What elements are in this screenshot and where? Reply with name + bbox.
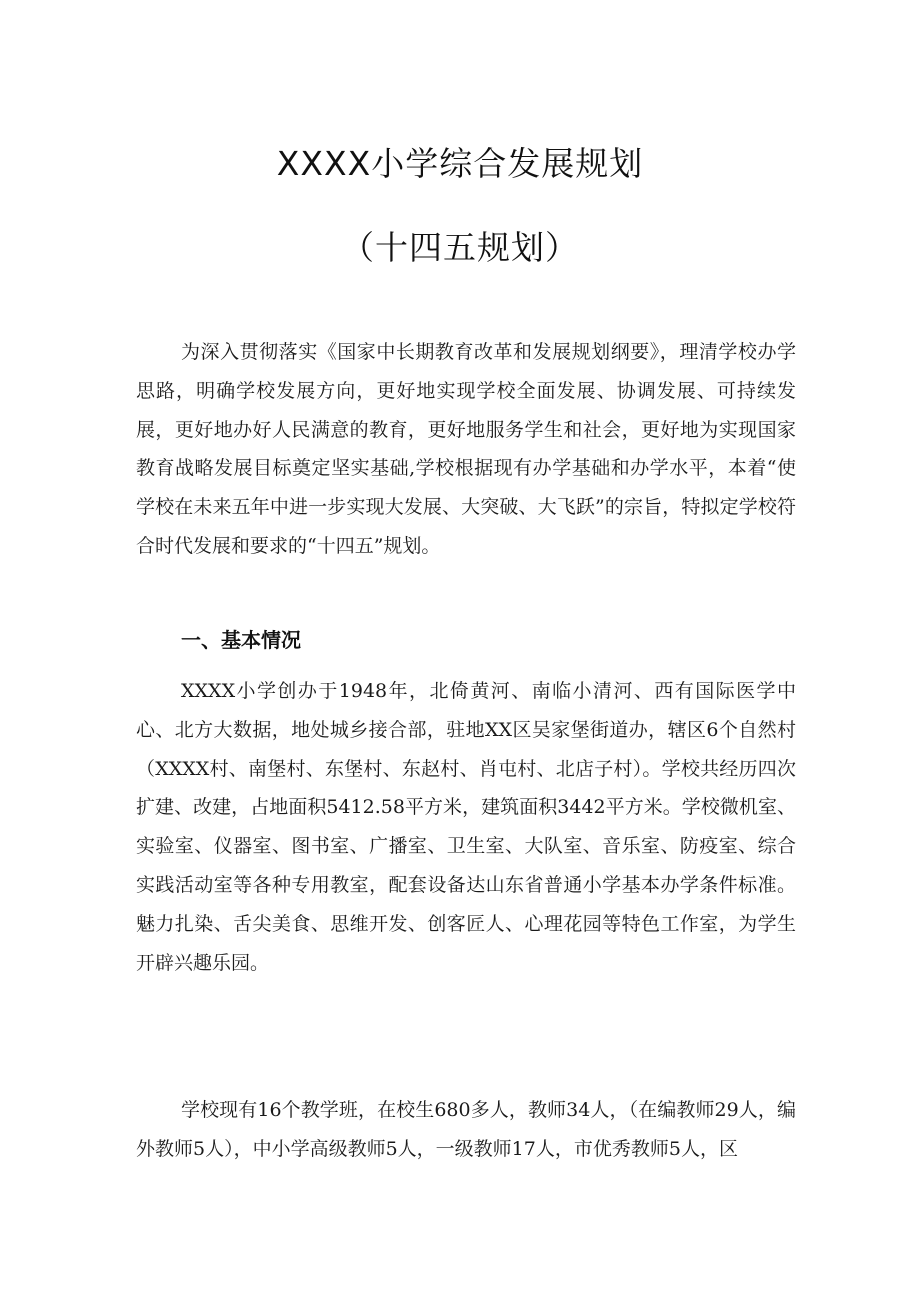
document-subtitle: （十四五规划） [341,228,579,267]
staff-paragraph: 学校现有16个教学班，在校生680多人，教师34人，（在编教师29人，编外教师5人），中小学高级教师5人，一级教师17人，市优秀教师5人，区 [136,1099,796,1160]
intro-paragraph: 为深入贯彻落实《国家中长期教育改革和发展规划纲要》，理清学校办学思路，明确学校发展方向，更好地实现学校全面发展、协调发展、可持续发展，更好地办好人民满意的教育，更好地服务学生和社会，更好地为实现国家教育战略发展目标奠定坚实基础,学校根据现有办学基础和办学水平，本着“使学校在未来五年中进一步实现大发展、大突破、大飞跃”的宗旨，特拟定学校符合时代发展和要求的“十四五”规划。 [136,341,796,557]
section-heading: 一、基本情况 [181,628,301,652]
basic-info-paragraph: XXXX小学创办于1948年，北倚黄河、南临小清河、西有国际医学中心、北方大数据，地处城乡接合部，驻地XX区吴家堡街道办，辖区6个自然村（XXXX村、南堡村、东堡村、东赵村、肖屯村、北店子村）。学校共经历四次扩建、改建，占地面积5412.58平方米，建筑面积3442平方米。学校微机室、实验室、仪器室、图书室、广播室、卫生室、大队室、音乐室、防疫室、综合实践活动室等各种专用教室，配套设备达山东省普通小学基本办学条件标准。魅力扎染、舌尖美食、思维开发、创客匠人、心理花园等特色工作室，为学生开辟兴趣乐园。 [136,680,796,974]
document-title: XXXX小学综合发展规划 [276,144,644,183]
